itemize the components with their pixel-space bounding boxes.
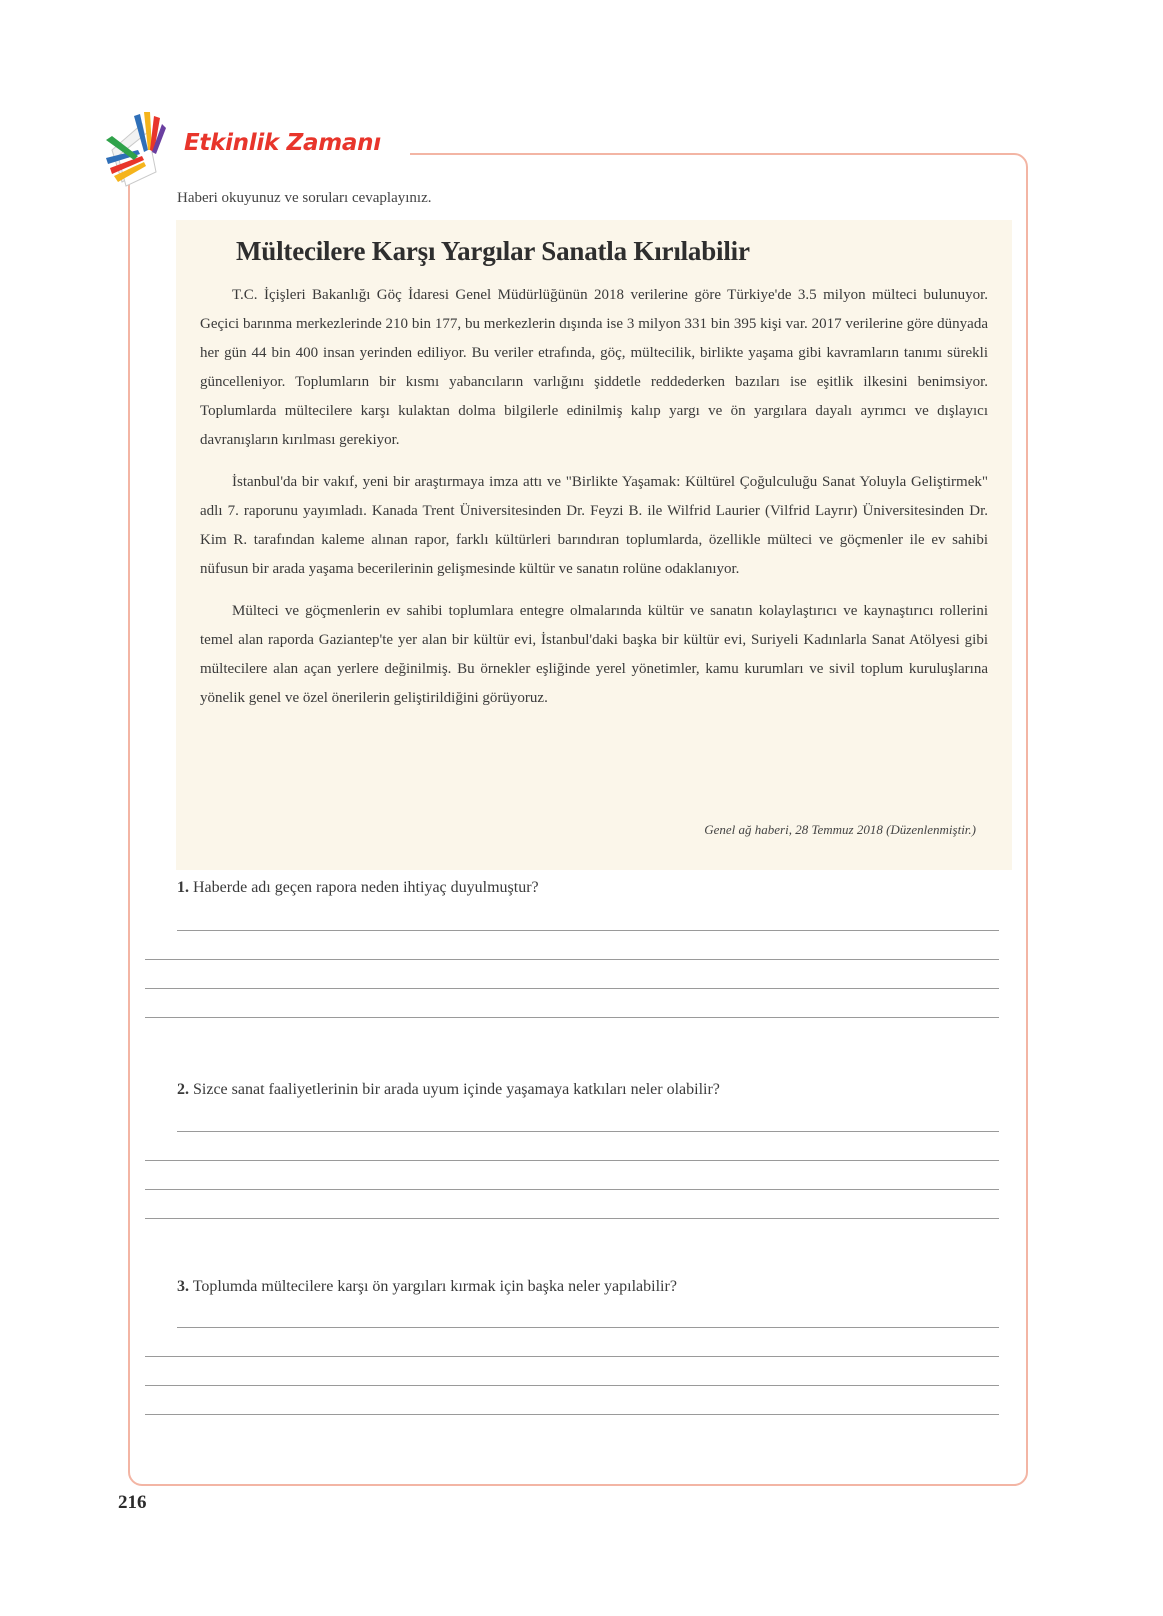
papers-pencils-icon — [104, 110, 184, 190]
news-article — [176, 220, 1012, 870]
news-paragraph-3: Mülteci ve göçmenlerin ev sahibi toplumlara entegre olmalarında kültür ve sanatın kolaylaştırıcı ve kaynaştırıcı rollerini temel alan raporda Gaziantep'te yer alan bir kültür evi, İstanbul'daki başka bir kültür evi, Suriyeli Kadınlarla Sanat Atölyesi gibi mültecilere alan açan yerlere değinilmiş. Bu örnekler eşliğinde yerel yönetimler, kamu kurumları ve sivil toplum kuruluşlarına yönelik genel ve özel önerilerin geliştirildiğini görüyoruz. — [200, 603, 988, 706]
question-text: Haberde adı geçen rapora neden ihtiyaç duyulmuştur? — [193, 879, 539, 896]
question-text: Sizce sanat faaliyetlerinin bir arada uyum içinde yaşamaya katkıları neler olabilir? — [193, 1081, 720, 1098]
answer-line-3d[interactable] — [145, 1414, 999, 1415]
answer-line-1c[interactable] — [145, 988, 999, 989]
answer-line-1d[interactable] — [145, 1017, 999, 1018]
question-number: 1. — [177, 879, 189, 896]
question-1 — [177, 879, 539, 897]
question-2 — [177, 1081, 720, 1099]
answer-line-2c[interactable] — [145, 1189, 999, 1190]
news-paragraph-1: T.C. İçişleri Bakanlığı Göç İdaresi Genel Müdürlüğünün 2018 verilerine göre Türkiye'de 3.5 milyon mülteci bulunuyor. Geçici barınma merkezlerinde 210 bin 177, bu merkezlerin dışında ise 3 milyon 331 bin 395 kişi var. 2017 verilerine göre dünyada her gün 44 bin 400 insan yerinden ediliyor. Bu veriler etrafında, göç, mültecilik, birlikte yaşama gibi kavramların tanımı sürekli güncelleniyor. Toplumların bir kısmı yabancıların varlığını şiddetle reddederken bazıları ise eşitlik ilkesini benimsiyor. Toplumlarda mültecilere karşı kulaktan dolma bilgilerle edinilmiş kalıp yargı ve ön yargılara dayalı ayrımcı ve dışlayıcı davranışların kırılması gerekiyor. — [200, 287, 988, 448]
answer-line-2d[interactable] — [145, 1218, 999, 1219]
question-number: 3. — [177, 1278, 189, 1295]
answer-line-3a[interactable] — [177, 1327, 999, 1328]
answer-line-3b[interactable] — [145, 1356, 999, 1357]
question-number: 2. — [177, 1081, 189, 1098]
answer-line-3c[interactable] — [145, 1385, 999, 1386]
page-number: 216 — [118, 1492, 147, 1513]
activity-title: Etkinlik Zamanı — [184, 130, 381, 156]
question-3 — [177, 1278, 677, 1296]
answer-line-1a[interactable] — [177, 930, 999, 931]
news-source: Genel ağ haberi, 28 Temmuz 2018 (Düzenlenmiştir.) — [704, 822, 976, 837]
answer-line-1b[interactable] — [145, 959, 999, 960]
answer-line-2b[interactable] — [145, 1160, 999, 1161]
question-text: Toplumda mültecilere karşı ön yargıları kırmak için başka neler yapılabilir? — [192, 1278, 677, 1295]
instruction-text: Haberi okuyunuz ve soruları cevaplayınız. — [177, 190, 432, 206]
news-paragraph-2: İstanbul'da bir vakıf, yeni bir araştırmaya imza attı ve "Birlikte Yaşamak: Kültürel Çoğulculuğu Sanat Yoluyla Geliştirmek" adlı 7. raporunu yayımladı. Kanada Trent Üniversitesinden Dr. Feyzi B. ile Wilfrid Laurier (Vilfrid Layrır) Üniversitesinden Dr. Kim R. tarafından kaleme alınan rapor, farklı kültürleri barındıran toplumlarda, özellikle mülteci ve göçmenler ile ev sahibi nüfusun bir arada yaşama becerilerinin gelişmesinde kültür ve sanatın rolüne odaklanıyor. — [200, 474, 988, 577]
answer-line-2a[interactable] — [177, 1131, 999, 1132]
news-headline: Mültecilere Karşı Yargılar Sanatla Kırılabilir — [236, 236, 750, 266]
